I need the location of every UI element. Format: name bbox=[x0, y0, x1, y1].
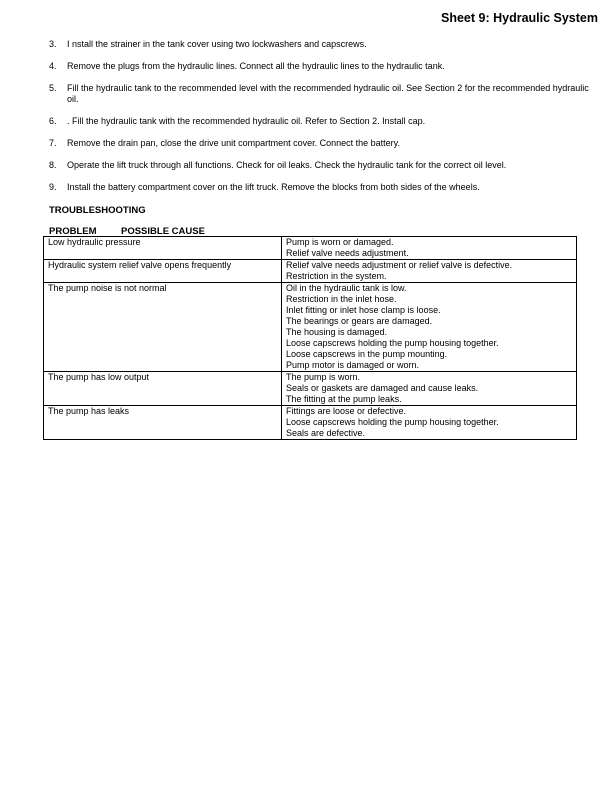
step-item bbox=[49, 116, 594, 127]
cause-cell bbox=[282, 237, 577, 260]
step-item bbox=[49, 138, 594, 149]
cause-cell bbox=[282, 283, 577, 372]
cause-line: Seals or gaskets are damaged and cause leaks. bbox=[286, 383, 479, 393]
cause-line: Seals are defective. bbox=[286, 428, 366, 438]
cause-line: The bearings or gears are damaged. bbox=[286, 316, 433, 326]
step-item bbox=[49, 182, 594, 193]
step-number: 5. bbox=[49, 83, 57, 93]
step-item bbox=[49, 160, 594, 171]
step-text: Remove the plugs from the hydraulic lines. Connect all the hydraulic lines to the hydraulic tank. bbox=[67, 61, 445, 71]
table-row bbox=[44, 372, 577, 406]
problem-cell: Hydraulic system relief valve opens frequently bbox=[44, 260, 282, 283]
cause-line: The fitting at the pump leaks. bbox=[286, 394, 402, 404]
cause-line: Loose capscrews in the pump mounting. bbox=[286, 349, 448, 359]
cause-cell bbox=[282, 260, 577, 283]
cause-line: Oil in the hydraulic tank is low. bbox=[286, 283, 407, 293]
step-number: 8. bbox=[49, 160, 57, 170]
step-number: 3. bbox=[49, 39, 57, 49]
cause-line: Relief valve needs adjustment or relief valve is defective. bbox=[286, 260, 513, 270]
cause-cell bbox=[282, 372, 577, 406]
step-item bbox=[49, 83, 594, 105]
troubleshooting-table bbox=[43, 236, 577, 440]
step-number: 4. bbox=[49, 61, 57, 71]
step-text: Install the battery compartment cover on the lift truck. Remove the blocks from both sides of the wheels. bbox=[67, 182, 480, 192]
cause-line: Pump motor is damaged or worn. bbox=[286, 360, 420, 370]
step-number: 7. bbox=[49, 138, 57, 148]
step-text: . Fill the hydraulic tank with the recommended hydraulic oil. Refer to Section 2. Install cap. bbox=[67, 116, 426, 126]
step-number: 9. bbox=[49, 182, 57, 192]
table-row bbox=[44, 406, 577, 440]
table-row bbox=[44, 283, 577, 372]
step-item bbox=[49, 39, 594, 50]
cause-line: Inlet fitting or inlet hose clamp is loose. bbox=[286, 305, 441, 315]
cause-cell bbox=[282, 406, 577, 440]
step-text: Remove the drain pan, close the drive unit compartment cover. Connect the battery. bbox=[67, 138, 401, 148]
problem-cell: The pump noise is not normal bbox=[44, 283, 282, 372]
step-item bbox=[49, 61, 594, 72]
cause-line: Fittings are loose or defective. bbox=[286, 406, 407, 416]
problem-cell: The pump has leaks bbox=[44, 406, 282, 440]
cause-line: Loose capscrews holding the pump housing together. bbox=[286, 338, 499, 348]
troubleshooting-heading: TROUBLESHOOTING bbox=[49, 205, 146, 216]
page-header-title: Sheet 9: Hydraulic System bbox=[440, 11, 598, 25]
step-number: 6. bbox=[49, 116, 57, 126]
problem-cell: Low hydraulic pressure bbox=[44, 237, 282, 260]
problem-cell: The pump has low output bbox=[44, 372, 282, 406]
cause-line: Relief valve needs adjustment. bbox=[286, 248, 409, 258]
cause-line: Pump is worn or damaged. bbox=[286, 237, 394, 247]
cause-line: The pump is worn. bbox=[286, 372, 361, 382]
step-text: I nstall the strainer in the tank cover using two lockwashers and capscrews. bbox=[67, 39, 367, 49]
step-text: Fill the hydraulic tank to the recommended level with the recommended hydraulic oil. See Section 2 for the recommended hydraulic oil. bbox=[67, 83, 589, 104]
cause-line: Restriction in the system. bbox=[286, 271, 387, 281]
cause-line: Restriction in the inlet hose. bbox=[286, 294, 397, 304]
cause-line: The housing is damaged. bbox=[286, 327, 388, 337]
table-row bbox=[44, 260, 577, 283]
problem-column-header: PROBLEM bbox=[49, 226, 97, 237]
table-row bbox=[44, 237, 577, 260]
cause-column-header: POSSIBLE CAUSE bbox=[121, 226, 205, 237]
step-text: Operate the lift truck through all functions. Check for oil leaks. Check the hydraulic tank for the correct oil level. bbox=[67, 160, 507, 170]
cause-line: Loose capscrews holding the pump housing together. bbox=[286, 417, 499, 427]
instruction-steps bbox=[49, 39, 594, 204]
